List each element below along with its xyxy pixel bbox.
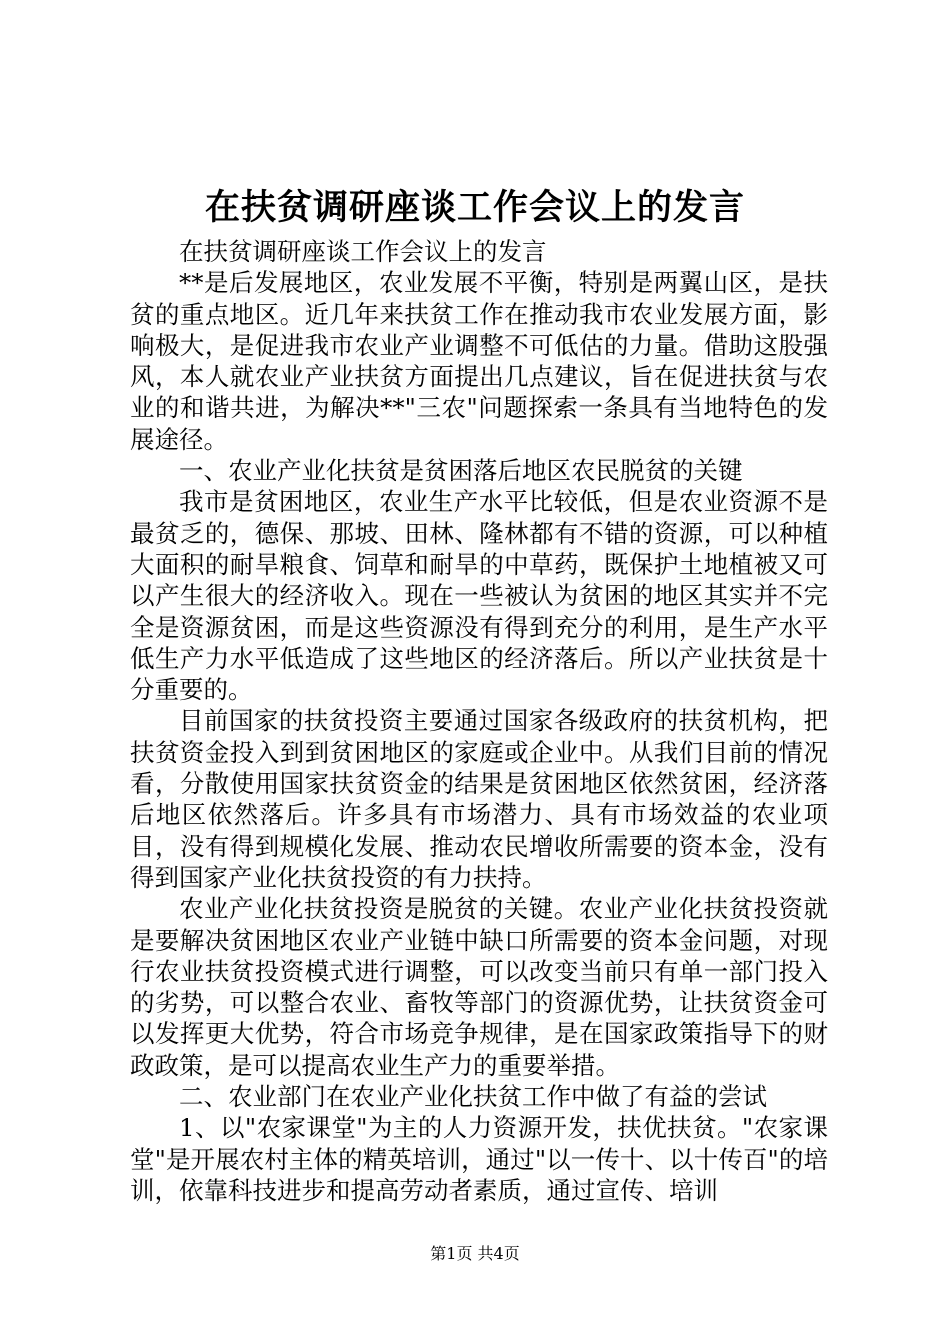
paragraph-intro: **是后发展地区，农业发展不平衡，特别是两翼山区，是扶贫的重点地区。近几年来扶贫工作在推动我市农业发展方面，影响极大，是促进我市农业产业调整不可低估的力量。借助这股强风，本人就农业产业扶贫方面提出几点建议，旨在促进扶贫与农业的和谐共进，为解决**"三农"问题探索一条具有当地特色的发展途径。 xyxy=(130,268,828,454)
document-title: 在扶贫调研座谈工作会议上的发言 xyxy=(204,187,745,228)
paragraph-farm-classroom: 1、以"农家课堂"为主的人力资源开发，扶优扶贫。"农家课堂"是开展农村主体的精英培训，通过"以一传十、以十传百"的培训，依靠科技进步和提高劳动者素质，通过宣传、培训 xyxy=(130,1113,828,1205)
page-footer: 第1页 共4页 xyxy=(430,1244,520,1263)
document-body xyxy=(130,236,828,1206)
paragraph-resources: 我市是贫困地区，农业生产水平比较低，但是农业资源不是最贫乏的，德保、那坡、田林、隆林都有不错的资源，可以种植大面积的耐旱粮食、饲草和耐旱的中草药，既保护土地植被又可以产生很大的经济收入。现在一些被认为贫困的地区其实并不完全是资源贫困，而是这些资源没有得到充分的利用，是生产水平低生产力水平低造成了这些地区的经济落后。所以产业扶贫是十分重要的。 xyxy=(130,487,828,705)
paragraph-investment: 目前国家的扶贫投资主要通过国家各级政府的扶贫机构，把扶贫资金投入到到贫困地区的家庭或企业中。从我们目前的情况看，分散使用国家扶贫资金的结果是贫困地区依然贫困，经济落后地区依然落后。许多具有市场潜力、具有市场效益的农业项目，没有得到规模化发展、推动农民增收所需要的资本金，没有得到国家产业化扶贫投资的有力扶持。 xyxy=(130,706,828,892)
paragraph-key: 农业产业化扶贫投资是脱贫的关键。农业产业化扶贫投资就是要解决贫困地区农业产业链中缺口所需要的资本金问题，对现行农业扶贫投资模式进行调整，可以改变当前只有单一部门投入的劣势，可以整合农业、畜牧等部门的资源优势，让扶贫资金可以发挥更大优势，符合市场竞争规律，是在国家政策指导下的财政政策，是可以提高农业生产力的重要举措。 xyxy=(130,894,828,1080)
section-heading-1: 一、农业产业化扶贫是贫困落后地区农民脱贫的关键 xyxy=(179,456,743,486)
section-heading-2: 二、农业部门在农业产业化扶贫工作中做了有益的尝试 xyxy=(179,1082,767,1112)
paragraph-subtitle: 在扶贫调研座谈工作会议上的发言 xyxy=(179,237,547,266)
